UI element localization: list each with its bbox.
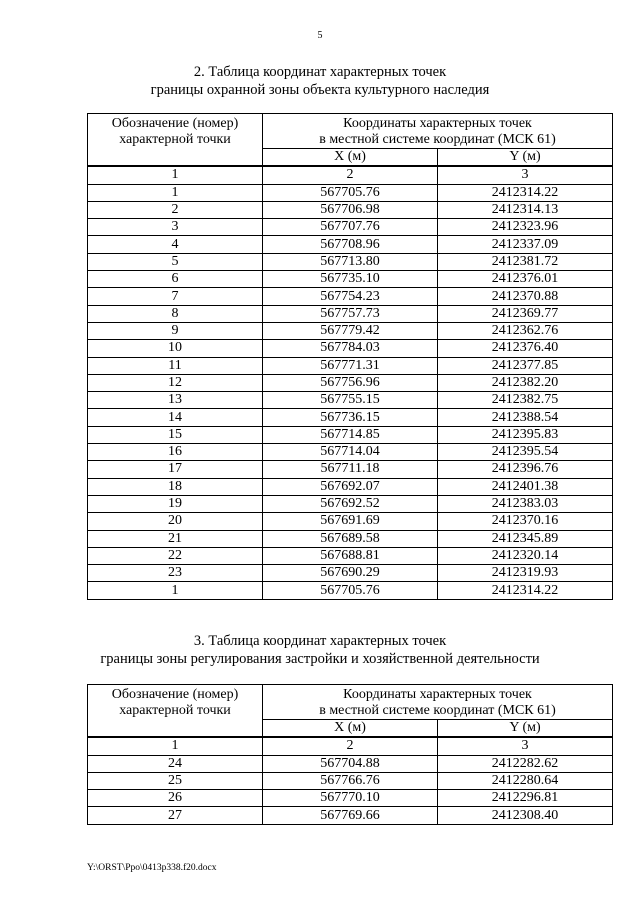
table-row (88, 236, 613, 253)
x-coordinate-cell: 567771.31 (263, 357, 438, 374)
y-coordinate-cell: 2412376.01 (438, 271, 613, 288)
header-row (88, 114, 613, 149)
point-number-cell: 4 (88, 236, 263, 253)
point-number-cell: 17 (88, 461, 263, 478)
point-number-cell: 24 (88, 755, 263, 772)
header-x: X (м) (263, 720, 438, 738)
point-number-cell: 15 (88, 426, 263, 443)
header-y: Y (м) (438, 149, 613, 167)
x-coordinate-cell: 567692.52 (263, 495, 438, 512)
table-row (88, 790, 613, 807)
table-row (88, 530, 613, 547)
y-coordinate-cell: 2412381.72 (438, 253, 613, 270)
x-coordinate-cell: 567692.07 (263, 478, 438, 495)
x-coordinate-cell: 567705.76 (263, 184, 438, 201)
x-coordinate-cell: 567705.76 (263, 582, 438, 599)
point-number-cell: 8 (88, 305, 263, 322)
table-row (88, 374, 613, 391)
index-cell: 3 (438, 166, 613, 184)
point-number-cell: 6 (88, 271, 263, 288)
y-coordinate-cell: 2412314.22 (438, 184, 613, 201)
point-number-cell: 9 (88, 322, 263, 339)
header-x: X (м) (263, 149, 438, 167)
header-point-line1: Обозначение (номер) (111, 687, 239, 702)
x-coordinate-cell: 567784.03 (263, 340, 438, 357)
point-number-cell: 1 (88, 184, 263, 201)
header-coordinates-line2: в местной системе координат (МСК 61) (319, 132, 556, 147)
index-cell: 1 (88, 737, 263, 755)
table-row (88, 755, 613, 772)
header-point-line2: характерной точки (119, 132, 231, 147)
table-row (88, 271, 613, 288)
y-coordinate-cell: 2412280.64 (438, 772, 613, 789)
point-number-cell: 2 (88, 201, 263, 218)
table-row (88, 357, 613, 374)
x-coordinate-cell: 567691.69 (263, 513, 438, 530)
x-coordinate-cell: 567770.10 (263, 790, 438, 807)
point-number-cell: 10 (88, 340, 263, 357)
point-number-cell: 1 (88, 582, 263, 599)
y-coordinate-cell: 2412370.88 (438, 288, 613, 305)
y-coordinate-cell: 2412388.54 (438, 409, 613, 426)
header-coordinates-line2: в местной системе координат (МСК 61) (319, 703, 556, 718)
table-row (88, 444, 613, 461)
x-coordinate-cell: 567690.29 (263, 565, 438, 582)
y-coordinate-cell: 2412376.40 (438, 340, 613, 357)
y-coordinate-cell: 2412395.83 (438, 426, 613, 443)
x-coordinate-cell: 567704.88 (263, 755, 438, 772)
point-number-cell: 20 (88, 513, 263, 530)
x-coordinate-cell: 567707.76 (263, 219, 438, 236)
y-coordinate-cell: 2412319.93 (438, 565, 613, 582)
x-coordinate-cell: 567756.96 (263, 374, 438, 391)
table-row (88, 772, 613, 789)
table-row (88, 288, 613, 305)
point-number-cell: 11 (88, 357, 263, 374)
table-row (88, 461, 613, 478)
y-coordinate-cell: 2412382.20 (438, 374, 613, 391)
y-coordinate-cell: 2412369.77 (438, 305, 613, 322)
table-row (88, 426, 613, 443)
y-coordinate-cell: 2412345.89 (438, 530, 613, 547)
point-number-cell: 26 (88, 790, 263, 807)
x-coordinate-cell: 567779.42 (263, 322, 438, 339)
x-coordinate-cell: 567706.98 (263, 201, 438, 218)
coordinates-table-section3 (87, 684, 613, 825)
table-row (88, 322, 613, 339)
index-cell: 3 (438, 737, 613, 755)
table-row (88, 495, 613, 512)
table-row (88, 565, 613, 582)
x-coordinate-cell: 567689.58 (263, 530, 438, 547)
index-row (88, 737, 613, 755)
x-coordinate-cell: 567714.85 (263, 426, 438, 443)
x-coordinate-cell: 567736.15 (263, 409, 438, 426)
index-cell: 2 (263, 737, 438, 755)
table-body (88, 685, 613, 825)
table-row (88, 392, 613, 409)
x-coordinate-cell: 567769.66 (263, 807, 438, 824)
x-coordinate-cell: 567688.81 (263, 547, 438, 564)
page-number: 5 (317, 30, 323, 41)
y-coordinate-cell: 2412377.85 (438, 357, 613, 374)
table-row (88, 305, 613, 322)
header-point-line2: характерной точки (119, 703, 231, 718)
y-coordinate-cell: 2412282.62 (438, 755, 613, 772)
section2-title-line2: границы охранной зоны объекта культурного наследия (150, 82, 490, 98)
point-number-cell: 5 (88, 253, 263, 270)
table-row (88, 253, 613, 270)
file-path-footer: Y:\ORST\Ppo\0413p338.f20.docx (87, 863, 217, 873)
section3-title (0, 632, 640, 668)
table-row (88, 184, 613, 201)
table-row (88, 807, 613, 824)
table-row (88, 201, 613, 218)
y-coordinate-cell: 2412314.22 (438, 582, 613, 599)
y-coordinate-cell: 2412314.13 (438, 201, 613, 218)
table-row (88, 513, 613, 530)
index-cell: 2 (263, 166, 438, 184)
y-coordinate-cell: 2412396.76 (438, 461, 613, 478)
section3-title-line1: 3. Таблица координат характерных точек (193, 633, 447, 649)
x-coordinate-cell: 567713.80 (263, 253, 438, 270)
table-row (88, 409, 613, 426)
point-number-cell: 16 (88, 444, 263, 461)
point-number-cell: 13 (88, 392, 263, 409)
point-number-cell: 27 (88, 807, 263, 824)
section3-title-line2: границы зоны регулирования застройки и хозяйственной деятельности (100, 651, 540, 667)
header-coordinates (263, 114, 613, 149)
y-coordinate-cell: 2412320.14 (438, 547, 613, 564)
section2-title-line1: 2. Таблица координат характерных точек (193, 64, 447, 80)
y-coordinate-cell: 2412383.03 (438, 495, 613, 512)
header-coordinates-line1: Координаты характерных точек (343, 116, 532, 131)
index-row (88, 166, 613, 184)
point-number-cell: 14 (88, 409, 263, 426)
point-number-cell: 7 (88, 288, 263, 305)
index-cell: 1 (88, 166, 263, 184)
header-y: Y (м) (438, 720, 613, 738)
point-number-cell: 25 (88, 772, 263, 789)
y-coordinate-cell: 2412308.40 (438, 807, 613, 824)
header-point-designation (88, 114, 263, 167)
y-coordinate-cell: 2412382.75 (438, 392, 613, 409)
x-coordinate-cell: 567735.10 (263, 271, 438, 288)
y-coordinate-cell: 2412362.76 (438, 322, 613, 339)
table-row (88, 478, 613, 495)
y-coordinate-cell: 2412401.38 (438, 478, 613, 495)
header-coordinates (263, 685, 613, 720)
y-coordinate-cell: 2412296.81 (438, 790, 613, 807)
x-coordinate-cell: 567755.15 (263, 392, 438, 409)
point-number-cell: 19 (88, 495, 263, 512)
y-coordinate-cell: 2412337.09 (438, 236, 613, 253)
point-number-cell: 18 (88, 478, 263, 495)
point-number-cell: 22 (88, 547, 263, 564)
table-body (88, 114, 613, 600)
y-coordinate-cell: 2412395.54 (438, 444, 613, 461)
point-number-cell: 3 (88, 219, 263, 236)
header-point-line1: Обозначение (номер) (111, 116, 239, 131)
x-coordinate-cell: 567708.96 (263, 236, 438, 253)
y-coordinate-cell: 2412370.16 (438, 513, 613, 530)
y-coordinate-cell: 2412323.96 (438, 219, 613, 236)
point-number-cell: 21 (88, 530, 263, 547)
x-coordinate-cell: 567714.04 (263, 444, 438, 461)
x-coordinate-cell: 567711.18 (263, 461, 438, 478)
x-coordinate-cell: 567757.73 (263, 305, 438, 322)
table-row (88, 340, 613, 357)
section2-title (0, 63, 640, 99)
coordinates-table-section2 (87, 113, 613, 600)
point-number-cell: 23 (88, 565, 263, 582)
point-number-cell: 12 (88, 374, 263, 391)
x-coordinate-cell: 567766.76 (263, 772, 438, 789)
header-row (88, 685, 613, 720)
table-row (88, 547, 613, 564)
table-row (88, 582, 613, 599)
x-coordinate-cell: 567754.23 (263, 288, 438, 305)
header-point-designation (88, 685, 263, 738)
table-row (88, 219, 613, 236)
header-coordinates-line1: Координаты характерных точек (343, 687, 532, 702)
